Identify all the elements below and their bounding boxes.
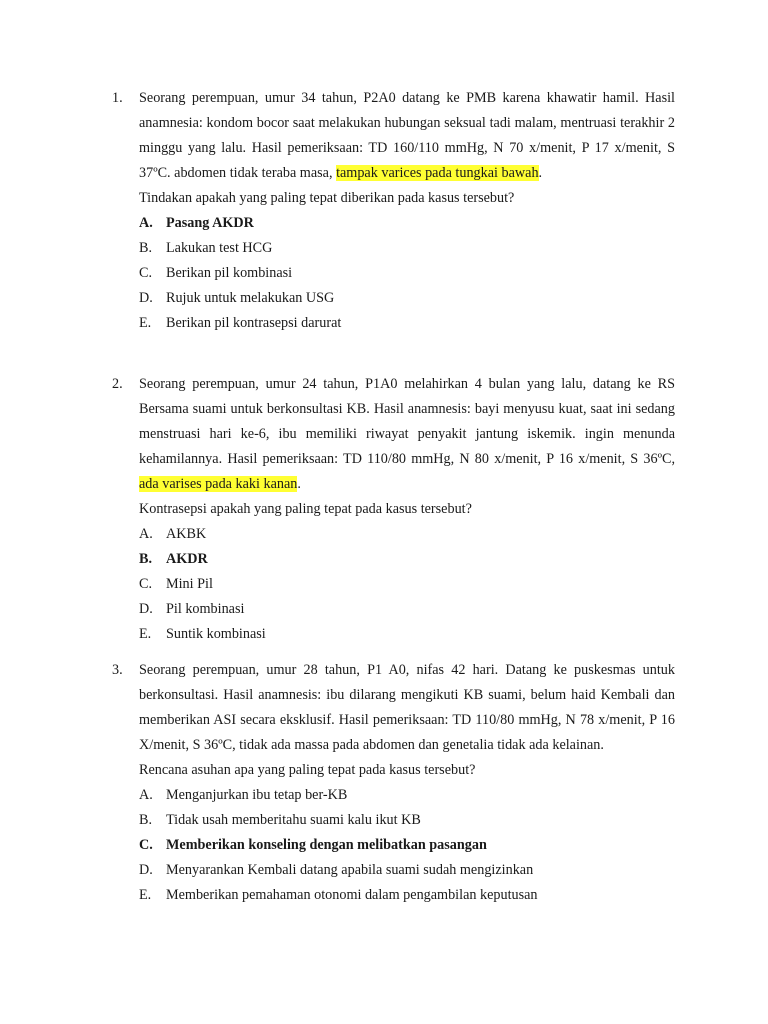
- option-letter: E.: [139, 315, 152, 331]
- option-text: AKBK: [166, 526, 207, 542]
- option-e: [139, 883, 675, 908]
- option-text: Berikan pil kontrasepsi darurat: [166, 315, 342, 331]
- option-letter: D.: [139, 601, 153, 617]
- option-letter: E.: [139, 887, 152, 903]
- question-prompt: Rencana asuhan apa yang paling tepat pada kasus tersebut?: [139, 762, 476, 778]
- option-letter: B.: [139, 240, 153, 256]
- question-prompt: Kontrasepsi apakah yang paling tepat pada kasus tersebut?: [139, 501, 472, 517]
- option-c: [139, 572, 675, 597]
- question-3: [112, 658, 675, 908]
- stem-text: Seorang perempuan, umur 28 tahun, P1 A0, nifas 42 hari. Datang ke puskesmas untuk berkonsultasi. Hasil anamnesis: ibu dilarang mengikuti KB suami, belum haid Kembali dan memberikan ASI secara eksklusif. Hasil pemeriksaan: TD 110/80 mmHg, N 78 x/menit, P 16 X/menit, S 36ºC, tidak ada massa pada abdomen dan genetalia tidak ada kelainan.: [139, 662, 675, 753]
- option-text: Rujuk untuk melakukan USG: [166, 290, 335, 306]
- question-number: 3.: [112, 662, 123, 678]
- option-letter: B.: [139, 551, 153, 567]
- stem-end: .: [538, 165, 543, 181]
- option-a: [139, 211, 675, 236]
- option-a: [139, 783, 675, 808]
- stem-highlight: tampak varices pada tungkai bawah: [336, 165, 539, 181]
- option-b: [139, 236, 675, 261]
- question-stem: [139, 86, 675, 186]
- option-d: [139, 286, 675, 311]
- option-d: [139, 597, 675, 622]
- option-c: [139, 833, 675, 858]
- option-letter: A.: [139, 526, 153, 542]
- option-letter: E.: [139, 626, 152, 642]
- option-letter: D.: [139, 290, 153, 306]
- option-text: Suntik kombinasi: [166, 626, 266, 642]
- question-prompt: Tindakan apakah yang paling tepat diberikan pada kasus tersebut?: [139, 190, 515, 206]
- option-text: Lakukan test HCG: [166, 240, 273, 256]
- option-text: Menganjurkan ibu tetap ber-KB: [166, 787, 348, 803]
- question-number: 1.: [112, 90, 123, 106]
- option-text: Berikan pil kombinasi: [166, 265, 293, 281]
- option-letter: B.: [139, 812, 153, 828]
- option-letter: C.: [139, 837, 153, 853]
- stem-text: Seorang perempuan, umur 34 tahun, P2A0 datang ke PMB karena khawatir hamil. Hasil anamnesia: kondom bocor saat melakukan hubungan seksual tadi malam, mentruasi terakhir 2 minggu yang lalu. Hasil pemeriksaan: TD 160/110 mmHg, N 70 x/menit, P 17 x/menit, S 37ºC. abdomen tidak teraba masa,: [139, 90, 675, 181]
- option-text: AKDR: [166, 551, 208, 567]
- option-e: [139, 622, 675, 647]
- option-text: Menyarankan Kembali datang apabila suami sudah mengizinkan: [166, 862, 534, 878]
- question-1: [112, 86, 675, 336]
- question-2: [112, 372, 675, 647]
- option-text: Mini Pil: [166, 576, 213, 592]
- option-text: Tidak usah memberitahu suami kalu ikut KB: [166, 812, 421, 828]
- option-b: [139, 547, 675, 572]
- option-text: Memberikan konseling dengan melibatkan pasangan: [166, 837, 487, 853]
- answer-options: [139, 522, 675, 647]
- option-e: [139, 311, 675, 336]
- option-text: Memberikan pemahaman otonomi dalam pengambilan keputusan: [166, 887, 538, 903]
- option-c: [139, 261, 675, 286]
- option-b: [139, 808, 675, 833]
- option-letter: A.: [139, 215, 153, 231]
- stem-text: Seorang perempuan, umur 24 tahun, P1A0 melahirkan 4 bulan yang lalu, datang ke RS Bersama suami untuk berkonsultasi KB. Hasil anamnesis: bayi menyusu kuat, saat ini sedang menstruasi hari ke-6, ibu memiliki riwayat penyakit jantung iskemik. ingin menunda kehamilannya. Hasil pemeriksaan: TD 110/80 mmHg, N 80 x/menit, P 16 x/menit, S 36ºC,: [139, 376, 675, 467]
- question-number: 2.: [112, 376, 123, 392]
- option-letter: C.: [139, 576, 153, 592]
- option-letter: C.: [139, 265, 153, 281]
- option-a: [139, 522, 675, 547]
- question-stem: [139, 658, 675, 758]
- stem-highlight: ada varises pada kaki kanan: [139, 476, 298, 492]
- option-text: Pasang AKDR: [166, 215, 254, 231]
- stem-end: .: [297, 476, 301, 492]
- option-letter: D.: [139, 862, 153, 878]
- option-text: Pil kombinasi: [166, 601, 245, 617]
- answer-options: [139, 211, 675, 336]
- answer-options: [139, 783, 675, 908]
- question-stem: [139, 372, 675, 497]
- option-d: [139, 858, 675, 883]
- option-letter: A.: [139, 787, 153, 803]
